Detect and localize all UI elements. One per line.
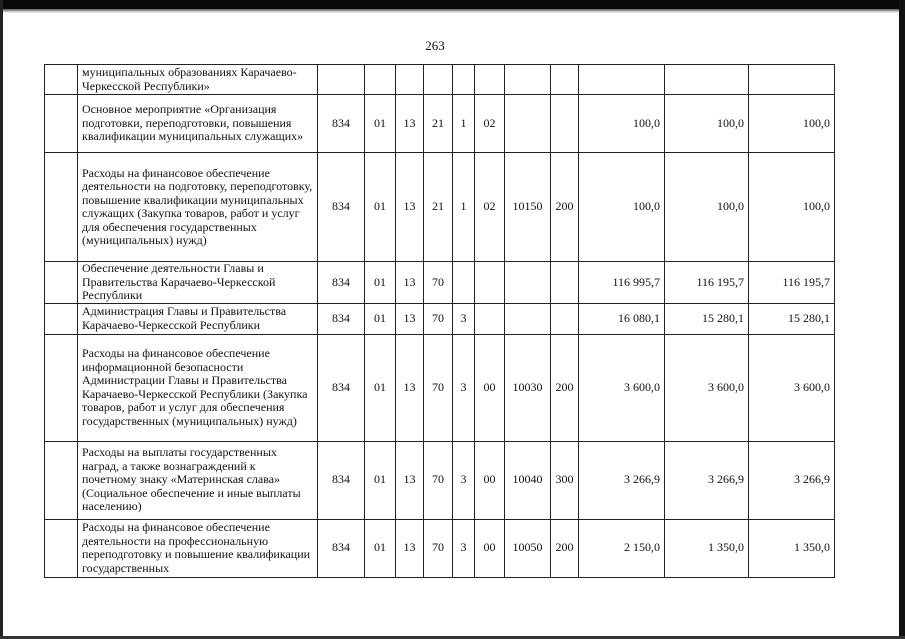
section-code: 01	[365, 441, 396, 519]
amount-year-3: 15 280,1	[749, 303, 835, 334]
row-name: муниципальных образованиях Карачаево-Черкесской Республики»	[78, 65, 318, 95]
amount-year-1: 100,0	[579, 95, 665, 153]
expense-type-code	[551, 65, 579, 95]
scan-border-left	[0, 0, 3, 639]
subsection-code: 13	[396, 153, 424, 262]
expense-type-code: 200	[551, 153, 579, 262]
event-code: 00	[475, 441, 505, 519]
direction-code	[505, 95, 551, 153]
event-code	[475, 303, 505, 334]
section-code: 01	[365, 334, 396, 441]
subprogram-code: 3	[453, 303, 475, 334]
event-code: 02	[475, 153, 505, 262]
amount-year-2: 3 266,9	[665, 441, 749, 519]
scan-border-shadow	[0, 9, 905, 13]
amount-year-2: 1 350,0	[665, 519, 749, 577]
subsection-code: 13	[396, 303, 424, 334]
subprogram-code: 3	[453, 441, 475, 519]
section-code: 01	[365, 303, 396, 334]
row-index-cell	[45, 441, 78, 519]
budget-table-body	[45, 65, 835, 578]
direction-code: 10040	[505, 441, 551, 519]
expense-type-code	[551, 303, 579, 334]
subprogram-code: 3	[453, 334, 475, 441]
event-code: 00	[475, 334, 505, 441]
row-index-cell	[45, 262, 78, 304]
subsection-code	[396, 65, 424, 95]
amount-year-1: 3 266,9	[579, 441, 665, 519]
expense-type-code: 300	[551, 441, 579, 519]
row-index-cell	[45, 153, 78, 262]
direction-code	[505, 65, 551, 95]
amount-year-3: 1 350,0	[749, 519, 835, 577]
table-row	[45, 441, 835, 519]
amount-year-1	[579, 65, 665, 95]
row-name: Расходы на выплаты государственных наград, а также вознаграждений к почетному знаку «Материнская слава» (Социальное обеспечение и иные выплаты населению)	[78, 441, 318, 519]
event-code: 00	[475, 519, 505, 577]
expense-type-code	[551, 262, 579, 304]
subsection-code: 13	[396, 262, 424, 304]
section-code: 01	[365, 262, 396, 304]
row-index-cell	[45, 334, 78, 441]
direction-code: 10150	[505, 153, 551, 262]
subsection-code: 13	[396, 519, 424, 577]
amount-year-1: 116 995,7	[579, 262, 665, 304]
scan-border-top	[0, 0, 905, 9]
row-name: Расходы на финансовое обеспечение деятельности на профессиональную переподготовку и повышение квалификации государственных	[78, 519, 318, 577]
row-name: Расходы на финансовое обеспечение деятельности на подготовку, переподготовку, повышение квалификации муниципальных служащих (Закупка товаров, работ и услуг для обеспечения государственных (муниципальных) нужд)	[78, 153, 318, 262]
subsection-code: 13	[396, 95, 424, 153]
subsection-code: 13	[396, 334, 424, 441]
table-row	[45, 95, 835, 153]
program-code: 70	[424, 441, 453, 519]
amount-year-2: 116 195,7	[665, 262, 749, 304]
budget-table	[44, 64, 835, 578]
amount-year-2: 15 280,1	[665, 303, 749, 334]
section-code: 01	[365, 95, 396, 153]
ministry-code	[318, 65, 365, 95]
ministry-code: 834	[318, 153, 365, 262]
amount-year-3: 3 600,0	[749, 334, 835, 441]
amount-year-3: 100,0	[749, 95, 835, 153]
row-index-cell	[45, 95, 78, 153]
ministry-code: 834	[318, 95, 365, 153]
program-code	[424, 65, 453, 95]
subprogram-code: 3	[453, 519, 475, 577]
program-code: 70	[424, 262, 453, 304]
event-code: 02	[475, 95, 505, 153]
section-code	[365, 65, 396, 95]
row-index-cell	[45, 519, 78, 577]
ministry-code: 834	[318, 441, 365, 519]
table-row	[45, 153, 835, 262]
amount-year-2	[665, 65, 749, 95]
program-code: 70	[424, 334, 453, 441]
scan-border-right	[899, 0, 905, 639]
row-index-cell	[45, 303, 78, 334]
ministry-code: 834	[318, 519, 365, 577]
event-code	[475, 262, 505, 304]
amount-year-3	[749, 65, 835, 95]
amount-year-2: 100,0	[665, 153, 749, 262]
direction-code: 10030	[505, 334, 551, 441]
row-index-cell	[45, 65, 78, 95]
direction-code: 10050	[505, 519, 551, 577]
program-code: 21	[424, 153, 453, 262]
amount-year-2: 100,0	[665, 95, 749, 153]
event-code	[475, 65, 505, 95]
ministry-code: 834	[318, 303, 365, 334]
amount-year-1: 3 600,0	[579, 334, 665, 441]
amount-year-2: 3 600,0	[665, 334, 749, 441]
ministry-code: 834	[318, 262, 365, 304]
section-code: 01	[365, 153, 396, 262]
row-name: Обеспечение деятельности Главы и Правительства Карачаево-Черкесской Республики	[78, 262, 318, 304]
amount-year-1: 2 150,0	[579, 519, 665, 577]
amount-year-3: 3 266,9	[749, 441, 835, 519]
row-name: Расходы на финансовое обеспечение информационной безопасности Администрации Главы и Правительства Карачаево-Черкесской Республики (Закупка товаров, работ и услуг для обеспечения государственных (муниципальных) нужд)	[78, 334, 318, 441]
direction-code	[505, 303, 551, 334]
row-name: Основное мероприятие «Организация подготовки, переподготовки, повышения квалификации муниципальных служащих»	[78, 95, 318, 153]
table-row	[45, 334, 835, 441]
subprogram-code: 1	[453, 95, 475, 153]
subprogram-code	[453, 65, 475, 95]
amount-year-1: 16 080,1	[579, 303, 665, 334]
section-code: 01	[365, 519, 396, 577]
subprogram-code	[453, 262, 475, 304]
table-row	[45, 519, 835, 577]
table-row	[45, 65, 835, 95]
amount-year-3: 100,0	[749, 153, 835, 262]
expense-type-code	[551, 95, 579, 153]
page-number: 263	[425, 38, 445, 53]
expense-type-code: 200	[551, 334, 579, 441]
ministry-code: 834	[318, 334, 365, 441]
subprogram-code: 1	[453, 153, 475, 262]
program-code: 70	[424, 303, 453, 334]
table-row	[45, 262, 835, 304]
program-code: 70	[424, 519, 453, 577]
row-name: Администрация Главы и Правительства Карачаево-Черкесской Республики	[78, 303, 318, 334]
subsection-code: 13	[396, 441, 424, 519]
amount-year-1: 100,0	[579, 153, 665, 262]
table-row	[45, 303, 835, 334]
expense-type-code: 200	[551, 519, 579, 577]
program-code: 21	[424, 95, 453, 153]
direction-code	[505, 262, 551, 304]
amount-year-3: 116 195,7	[749, 262, 835, 304]
